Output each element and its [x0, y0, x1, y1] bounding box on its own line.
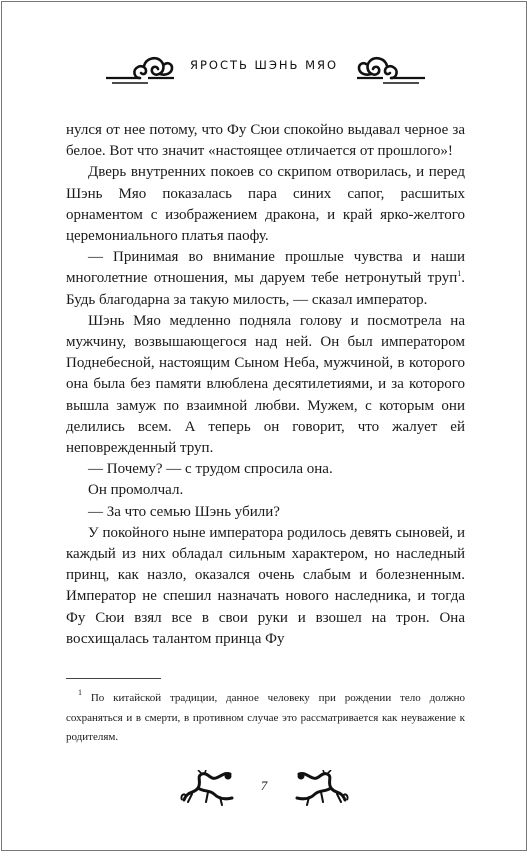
- running-title: ЯРОСТЬ ШЭНЬ МЯО: [189, 58, 339, 72]
- book-page: [1, 1, 527, 851]
- dialogue-text: . Будь благодарна за такую милость, — сказал император.: [66, 270, 465, 308]
- dialogue-paragraph: [66, 247, 465, 311]
- main-text: [66, 120, 465, 650]
- footnote: [66, 689, 465, 748]
- paragraph: Дверь внутренних покоев со скрипом отворилась, и перед Шэнь Мяо показалась пара синих сапог, расшитых орнаментом с изображением дракона, и край ярко-желтого церемониального платья паофу.: [66, 164, 465, 245]
- paragraph: Шэнь Мяо медленно подняла голову и посмотрела на мужчину, возвышающегося над ней. Он был императором Поднебесной, настоящим Сыном Неба, мужчиной, в которого она была без памяти влюблена десятилетиями, и за которого вышла замуж по взаимной любви. Мужем, с которым они делились всем. А теперь он говорит, что жалует ей неповрежденный труп.: [66, 312, 465, 457]
- footnote-text: По китайской традиции, данное человеку при рождении тело должно сохраняться и в смерти, в противном случае это рассматривается как неуважение к родителям.: [66, 692, 465, 743]
- dragon-icon: [293, 770, 349, 806]
- cloud-ornament-icon: [355, 52, 427, 86]
- page-footer: [2, 770, 526, 810]
- paragraph: У покойного ныне императора родилось девять сыновей, и каждый из них обладал сильным характером, но наследный принц, как назло, оказался очень слабым и болезненным. Император не спешил назначать нового наследника, и тогда Фу Сюи взял все в свои руки и взошел на трон. Она восхищалась талантом принца Фу: [66, 524, 465, 647]
- paragraph: нулся от нее потому, что Фу Сюи спокойно выдавал черное за белое. Вот что значит «настоящее отличается от прошлого»!: [66, 122, 465, 160]
- page-number: 7: [260, 778, 268, 793]
- dialogue-paragraph: — За что семью Шэнь убили?: [88, 503, 280, 520]
- footnote-reference[interactable]: 1: [457, 269, 462, 279]
- footnote-marker: 1: [78, 688, 82, 697]
- dialogue-paragraph: — Почему? — с трудом спросила она.: [88, 461, 333, 478]
- page-header: [2, 52, 526, 88]
- paragraph: Он промолчал.: [88, 482, 184, 499]
- footnote-divider: [66, 678, 161, 679]
- dialogue-text: — Принимая во внимание прошлые чувства и наши многолетние отношения, мы даруем тебе нетронутый труп: [66, 249, 465, 287]
